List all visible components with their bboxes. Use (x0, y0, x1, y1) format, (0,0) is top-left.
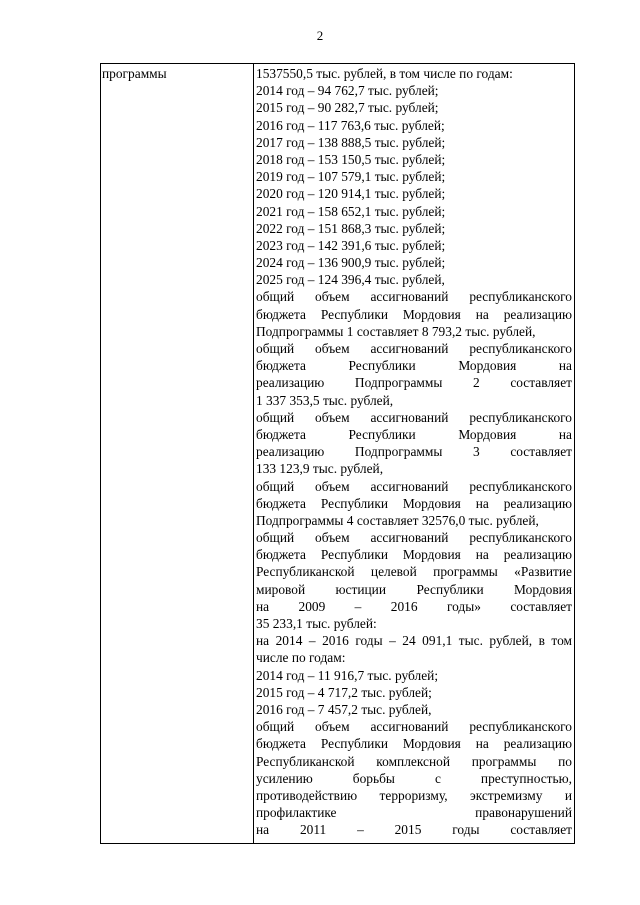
row-value-cell (254, 64, 575, 844)
text-line: 2016 год – 117 763,6 тыс. рублей; (256, 117, 445, 133)
funding-text (256, 65, 572, 838)
text-line: 2020 год – 120 914,1 тыс. рублей; (256, 186, 446, 202)
text-line: 1 337 353,5 тыс. рублей, (256, 392, 394, 408)
text-line: общий объем ассигнований республиканского (256, 289, 572, 305)
text-line: бюджета Республики Мордовия на реализацию (256, 736, 572, 752)
text-line: 2016 год – 7 457,2 тыс. рублей, (256, 701, 432, 717)
text-line: 2024 год – 136 900,9 тыс. рублей; (256, 255, 446, 271)
text-line: мировой юстиции Республики Мордовия (256, 581, 572, 597)
table-row (101, 64, 575, 844)
text-line: 2018 год – 153 150,5 тыс. рублей; (256, 151, 446, 167)
text-line: общий объем ассигнований республиканского (256, 530, 572, 546)
text-line: 1537550,5 тыс. рублей, в том числе по годам: (256, 66, 513, 81)
text-line: 2014 год – 94 762,7 тыс. рублей; (256, 83, 439, 99)
text-line: реализацию Подпрограммы 3 составляет (256, 444, 572, 460)
text-line: бюджета Республики Мордовия на реализацию (256, 306, 572, 322)
text-line: 2017 год – 138 888,5 тыс. рублей; (256, 134, 446, 150)
text-line: на 2011 – 2015 годы составляет (256, 822, 572, 838)
text-line: бюджета Республики Мордовия на (256, 426, 572, 442)
text-line: противодействию терроризму, экстремизму и (256, 787, 572, 803)
text-line: общий объем ассигнований республиканского (256, 719, 572, 735)
text-line: 35 233,1 тыс. рублей: (256, 616, 377, 631)
text-line: 2015 год – 4 717,2 тыс. рублей; (256, 684, 432, 700)
text-line: Подпрограммы 4 составляет 32576,0 тыс. рублей, (256, 512, 539, 528)
text-line: бюджета Республики Мордовия на реализацию (256, 547, 572, 563)
text-line: Республиканской комплексной программы по (256, 753, 572, 769)
row-label-cell (101, 64, 254, 844)
text-line: на 2014 – 2016 годы – 24 091,1 тыс. рублей, в том (256, 633, 572, 649)
text-line: бюджета Республики Мордовия на (256, 358, 572, 374)
text-line: числе по годам: (256, 650, 346, 666)
text-line: общий объем ассигнований республиканского (256, 478, 572, 494)
text-line: усилению борьбы с преступностью, (256, 770, 572, 786)
text-line: реализацию Подпрограммы 2 составляет (256, 375, 572, 391)
text-line: Республиканской целевой программы «Развитие (256, 564, 572, 580)
text-line: 2015 год – 90 282,7 тыс. рублей; (256, 100, 439, 116)
text-line: общий объем ассигнований республиканского (256, 341, 572, 356)
text-line: 2014 год – 11 916,7 тыс. рублей; (256, 667, 439, 683)
page-number: 2 (316, 28, 324, 43)
text-line: бюджета Республики Мордовия на реализацию (256, 495, 572, 511)
text-line: 133 123,9 тыс. рублей, (256, 461, 384, 477)
text-line: 2019 год – 107 579,1 тыс. рублей; (256, 169, 446, 185)
program-passport-table (100, 63, 575, 844)
text-line: профилактике правонарушений (256, 805, 572, 821)
text-line: 2022 год – 151 868,3 тыс. рублей; (256, 220, 446, 236)
text-line: Подпрограммы 1 составляет 8 793,2 тыс. рублей, (256, 323, 536, 339)
text-line: на 2009 – 2016 годы» составляет (256, 598, 572, 614)
text-line: 2025 год – 124 396,4 тыс. рублей, (256, 272, 445, 288)
text-line: общий объем ассигнований республиканского (256, 409, 572, 425)
row-label: программы (102, 66, 167, 81)
text-line: 2023 год – 142 391,6 тыс. рублей; (256, 237, 446, 253)
text-line: 2021 год – 158 652,1 тыс. рублей; (256, 203, 446, 219)
